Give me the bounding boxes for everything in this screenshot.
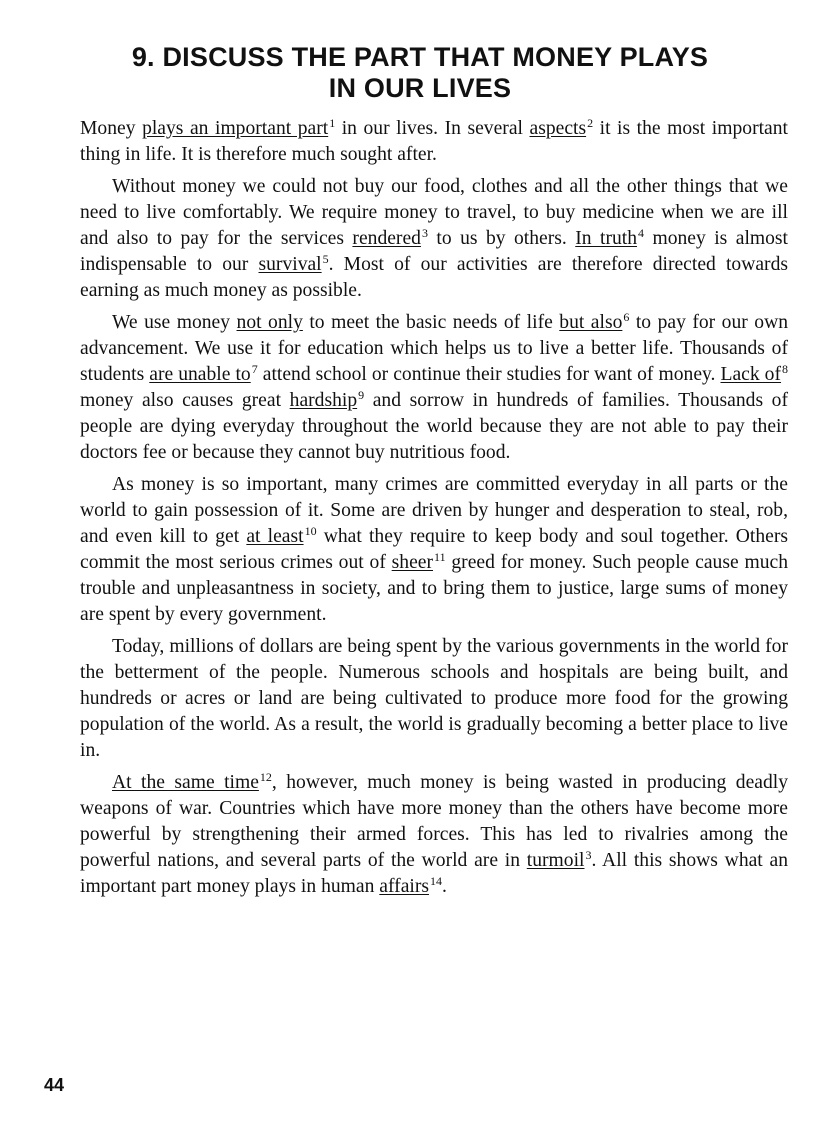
footnote-ref: 14: [429, 874, 442, 888]
vocab-term: plays an important part: [142, 118, 329, 139]
footnote-ref: 8: [782, 362, 789, 376]
footnote-ref: 6: [623, 310, 630, 324]
paragraph-2: [80, 174, 788, 304]
text-run: and sorrow in hundreds of families. Thousands of people are dying everyday throughout the world because they are not able to pay their doctors fee or because they cannot buy nutritious food.: [80, 390, 789, 463]
footnote-ref: 9: [358, 388, 365, 402]
essay-body: [80, 116, 788, 906]
paragraph-1: [80, 116, 788, 168]
footnote-ref: 5: [322, 252, 329, 266]
footnote-ref: 4: [638, 226, 645, 240]
vocab-term: hardship: [289, 390, 358, 411]
paragraph-4: [80, 472, 788, 628]
vocab-term: survival: [258, 254, 322, 275]
vocab-term: turmoil: [526, 850, 585, 871]
footnote-ref: 10: [304, 524, 317, 538]
text-run: money also causes great: [80, 390, 290, 411]
text-run: Money: [80, 118, 143, 139]
vocab-term: sheer: [391, 552, 434, 573]
vocab-term: not only: [236, 312, 303, 333]
text-run: money is almost indispensable to our: [80, 228, 789, 275]
vocab-term: At the same time: [112, 772, 259, 793]
chapter-title: [60, 42, 780, 104]
chapter-title-line-1: 9. DISCUSS THE PART THAT MONEY PLAYS: [131, 42, 709, 72]
footnote-ref: 3: [585, 848, 592, 862]
paragraph-3: [80, 310, 788, 466]
footnote-ref: 1: [329, 116, 336, 130]
vocab-term: are unable to: [149, 364, 251, 385]
text-run: what they require to keep body and soul together. Others commit the most serious crimes out of: [80, 526, 789, 573]
text-run: As money is so important, many crimes are committed everyday in all parts or the world to gain possession of it. Some are driven by hunger and desperation to steal, rob, and even kill to get: [80, 474, 788, 547]
text-run: to us by others.: [427, 228, 576, 249]
text-run: .: [441, 876, 447, 897]
text-run: it is the most important thing in life. It is therefore much sought after.: [80, 118, 788, 165]
vocab-term: Lack of: [720, 364, 782, 385]
text-run: to meet the basic needs of life: [302, 312, 560, 333]
paragraph-5: [80, 634, 788, 764]
text-run: , however, much money is being wasted in producing deadly weapons of war. Countries which have more money than the others have become more powerful by strengthening their armed forces. This has led to rivalries among the powerful nations, and several parts of the world are in: [80, 772, 789, 871]
text-run: to pay for our own advancement. We use it for education which helps us to live a better life. Thousands of students: [80, 312, 789, 385]
text-run: We use money: [112, 312, 237, 333]
vocab-term: but also: [559, 312, 623, 333]
text-run: in our lives. In several: [335, 118, 530, 139]
footnote-ref: 11: [434, 550, 446, 564]
paragraph-6: [80, 770, 788, 900]
text-run: . All this shows what an important part money plays in human: [80, 850, 789, 897]
footnote-ref: 3: [421, 226, 428, 240]
footnote-ref: 12: [259, 770, 272, 784]
vocab-term: aspects: [529, 118, 587, 139]
footnote-ref: 2: [587, 116, 594, 130]
text-run: greed for money. Such people cause much trouble and unpleasantness in society, and to bring them to justice, large sums of money are spent by every government.: [80, 552, 789, 625]
page-number: 44: [44, 1075, 65, 1095]
vocab-term: at least: [246, 526, 304, 547]
footnote-ref: 7: [251, 362, 258, 376]
vocab-term: In truth: [575, 228, 638, 249]
vocab-term: affairs: [379, 876, 429, 897]
text-run: Without money we could not buy our food, clothes and all the other things that we need to live comfortably. We require money to travel, to buy medicine when we are ill and also to pay for the services: [80, 176, 788, 249]
text-run: Today, millions of dollars are being spent by the various governments in the world for the betterment of the people. Numerous schools and hospitals are being built, and hundreds or acres or land are being cultivated to produce more food for the growing population of the world. As a result, the world is gradually becoming a better place to live in.: [80, 636, 788, 761]
text-run: attend school or continue their studies for want of money.: [257, 364, 721, 385]
text-run: . Most of our activities are therefore directed towards earning as much money as possible.: [80, 254, 788, 301]
vocab-term: rendered: [352, 228, 421, 249]
chapter-title-line-2: IN OUR LIVES: [328, 73, 512, 103]
